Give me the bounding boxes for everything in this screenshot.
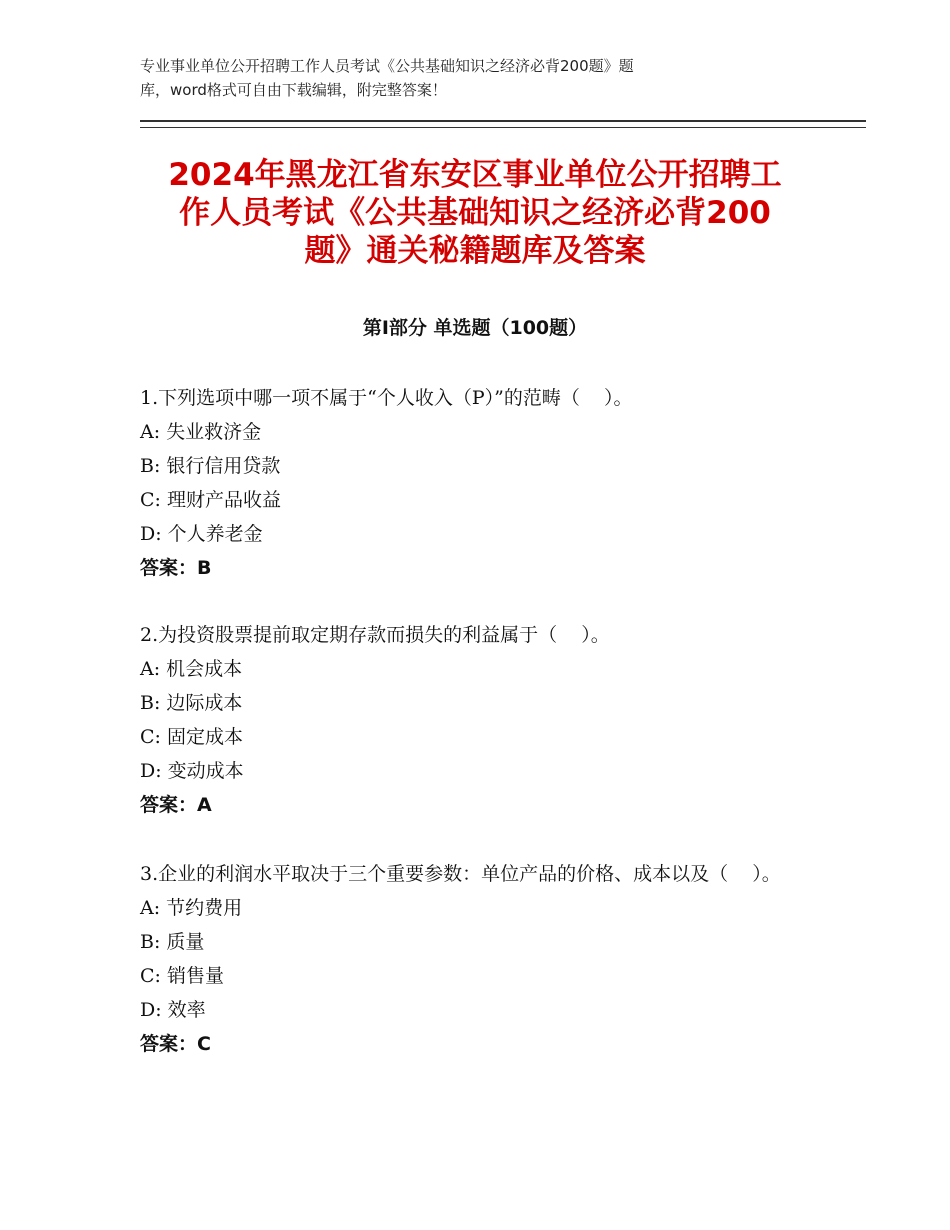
option-c: C: 理财产品收益 (140, 489, 281, 511)
option-a: A: 失业救济金 (140, 421, 262, 443)
question-text: 3.企业的利润水平取决于三个重要参数：单位产品的价格、成本以及（ ）。 (140, 863, 781, 885)
document-title (120, 156, 830, 270)
title-line-3: 题》通关秘籍题库及答案 (304, 233, 646, 269)
question-1 (140, 381, 830, 585)
option-a: A: 机会成本 (140, 658, 243, 680)
answer-text: 答案：C (140, 1033, 211, 1055)
option-d: D: 效率 (140, 999, 206, 1021)
option-b: B: 边际成本 (140, 692, 243, 714)
header-note-line-1: 专业事业单位公开招聘工作人员考试《公共基础知识之经济必背200题》题 (140, 57, 634, 75)
question-text: 2.为投资股票提前取定期存款而损失的利益属于（ ）。 (140, 624, 610, 646)
option-b: B: 质量 (140, 931, 205, 953)
document-header-note (140, 54, 780, 102)
option-a: A: 节约费用 (140, 897, 243, 919)
question-2 (140, 618, 830, 822)
header-note-line-2: 库，word格式可自由下载编辑，附完整答案！ (140, 81, 447, 99)
option-d: D: 个人养老金 (140, 523, 263, 545)
question-3 (140, 857, 830, 1061)
section-heading: 第Ⅰ部分 单选题（100题） (362, 317, 588, 339)
answer-text: 答案：A (140, 794, 212, 816)
option-c: C: 固定成本 (140, 726, 243, 748)
header-divider (140, 120, 866, 128)
option-c: C: 销售量 (140, 965, 224, 987)
option-d: D: 变动成本 (140, 760, 244, 782)
question-text: 1.下列选项中哪一项不属于“个人收入（P）”的范畴（ ）。 (140, 387, 633, 409)
option-b: B: 银行信用贷款 (140, 455, 281, 477)
answer-text: 答案：B (140, 557, 212, 579)
title-line-2: 作人员考试《公共基础知识之经济必背200 (179, 195, 771, 231)
title-line-1: 2024年黑龙江省东安区事业单位公开招聘工 (168, 157, 782, 193)
